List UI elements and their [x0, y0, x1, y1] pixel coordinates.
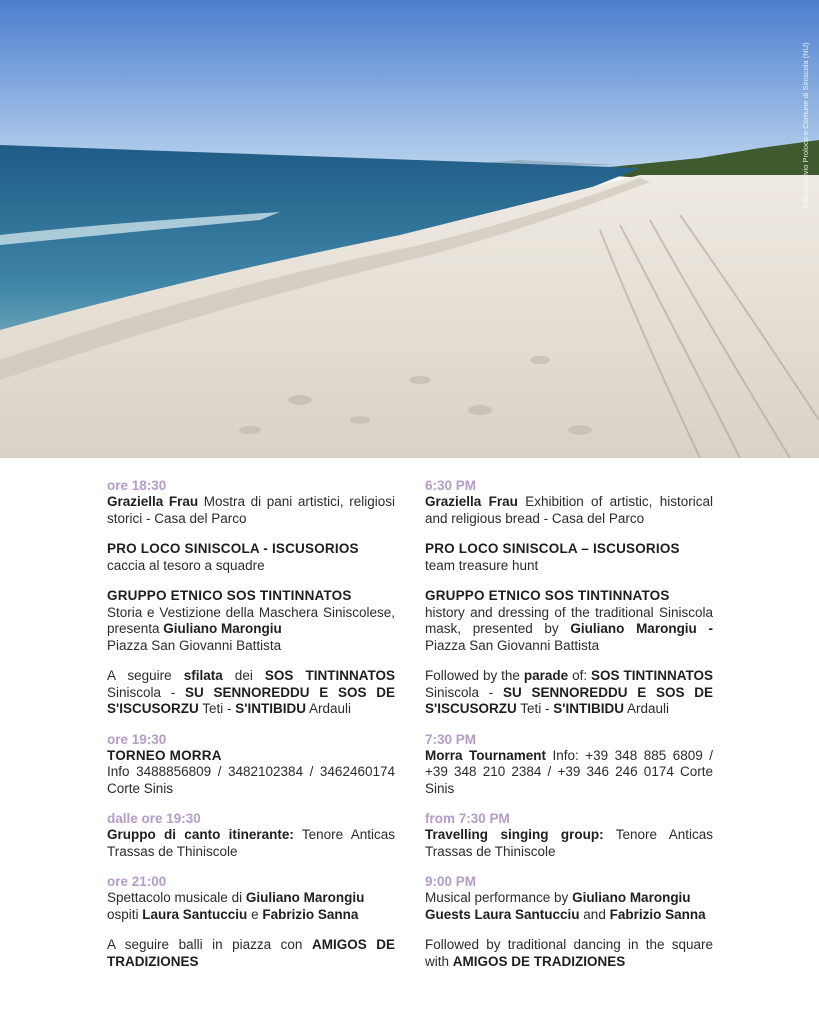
en-block-parade: [425, 668, 713, 718]
en-block-dancing: [425, 937, 713, 970]
text-fragment: Siniscola -: [107, 684, 185, 700]
text-bold: parade: [523, 668, 569, 683]
performer-name: Giuliano Marongiu: [245, 890, 365, 905]
event-description: caccia al tesoro a squadre: [107, 557, 265, 573]
text-fragment: Siniscola -: [425, 684, 503, 700]
text-fragment: and: [579, 906, 610, 922]
it-block-sfilata: [107, 668, 395, 718]
it-block-canto: [107, 811, 395, 860]
en-block-tintinnatos: [425, 588, 713, 654]
event-description: Storia e Vestizione della Maschera Siniscolese, presenta: [107, 604, 395, 636]
group-name: SU SENNOREDDU E SOS DE S'ISCUSORZU: [425, 684, 713, 716]
artist-name: Graziella Frau: [107, 494, 199, 509]
time-label: ore 21:00: [107, 874, 167, 889]
text-fragment: Ardauli: [305, 701, 351, 716]
event-description: history and dressing of the traditional Siniscola mask, presented by: [425, 604, 713, 636]
event-description: Tenore Anticas Trassas de Thiniscole: [107, 827, 395, 859]
text-fragment: A seguire: [107, 668, 184, 683]
text-fragment: ospiti: [107, 906, 143, 922]
event-heading: PRO LOCO SINISCOLA – ISCUSORIOS: [425, 541, 680, 556]
group-name: S'INTIBIDU: [235, 701, 306, 716]
group-name: AMIGOS DE TRADIZIONES: [452, 953, 626, 969]
event-description: Exhibition of artistic, historical and religious bread - Casa del Parco: [425, 494, 713, 526]
event-heading: GRUPPO ETNICO SOS TINTINNATOS: [425, 588, 670, 603]
event-description: team treasure hunt: [425, 557, 539, 573]
it-block-2100: [107, 874, 395, 923]
beach-photo: [0, 0, 819, 458]
group-name: AMIGOS DE TRADIZIONES: [107, 937, 395, 969]
performer-name: Giuliano Marongiu: [572, 890, 691, 905]
photo-credit: Foto Archivio Proloco e Comune di Siniscola (NU): [801, 42, 810, 208]
group-name: SU SENNOREDDU E SOS DE S'ISCUSORZU: [107, 684, 395, 716]
time-label: ore 19:30: [107, 731, 167, 747]
guest-name: Fabrizio Sanna: [609, 906, 706, 922]
event-description: A seguire balli in piazza con: [107, 937, 312, 952]
event-description: Musical performance by: [425, 890, 573, 905]
beach-illustration: [0, 0, 819, 458]
text-fragment: of:: [568, 668, 592, 683]
presenter-name: Giuliano Marongiu: [163, 621, 282, 636]
time-label: 7:30 PM: [425, 731, 477, 747]
italian-column: [107, 478, 395, 984]
text-fragment: Followed by the: [425, 668, 524, 683]
event-heading: TORNEO MORRA: [107, 747, 222, 763]
event-info: Info 3488856809 / 3482102384 / 3462460174 Corte Sinis: [107, 764, 395, 796]
it-block-balli: [107, 937, 395, 970]
english-column: [425, 478, 713, 984]
artist-name: Graziella Frau: [425, 494, 518, 509]
group-name: SOS TINTINNATOS: [591, 668, 713, 683]
event-description: Tenore Anticas Trassas de Thiniscole: [425, 827, 713, 859]
event-heading: Morra Tournament: [425, 747, 547, 763]
event-info: Info: +39 348 885 6809 / +39 348 210 2384 / +39 346 246 0174 Corte Sinis: [425, 747, 713, 796]
it-block-1930: [107, 732, 395, 798]
event-description: Followed by traditional dancing in the square with: [425, 937, 713, 969]
text-fragment: e: [247, 906, 263, 922]
event-location: Piazza San Giovanni Battista: [425, 637, 600, 653]
event-description: Mostra di pani artistici, religiosi storici - Casa del Parco: [107, 494, 395, 526]
en-block-730: [425, 732, 713, 798]
en-block-singing: [425, 811, 713, 860]
presenter-name: Giuliano Marongiu -: [570, 621, 713, 636]
time-label: ore 18:30: [107, 478, 167, 493]
text-fragment: Ardauli: [623, 701, 669, 716]
en-block-proloco: [425, 541, 713, 574]
event-heading: Gruppo di canto itinerante:: [107, 827, 294, 842]
event-location: Piazza San Giovanni Battista: [107, 637, 282, 653]
text-fragment: Teti -: [198, 701, 236, 716]
time-label: from 7:30 PM: [425, 811, 510, 826]
group-name: S'INTIBIDU: [553, 701, 624, 716]
event-description: Spettacolo musicale di: [107, 890, 246, 905]
time-label: 6:30 PM: [425, 478, 477, 493]
group-name: SOS TINTINNATOS: [264, 668, 395, 683]
text-fragment: Teti -: [516, 701, 554, 716]
time-label: 9:00 PM: [425, 874, 477, 889]
event-heading: Travelling singing group:: [425, 827, 604, 842]
it-block-tintinnatos: [107, 588, 395, 654]
guest-name: Laura Santucciu: [142, 906, 248, 922]
text-bold: sfilata: [183, 668, 223, 683]
it-block-proloco: [107, 541, 395, 574]
en-block-900: [425, 874, 713, 923]
en-block-630: [425, 478, 713, 527]
time-label: dalle ore 19:30: [107, 811, 201, 826]
event-heading: PRO LOCO SINISCOLA - ISCUSORIOS: [107, 541, 359, 556]
it-block-1830: [107, 478, 395, 527]
text-fragment: dei: [222, 668, 265, 683]
guest-name: Fabrizio Sanna: [262, 906, 359, 922]
guest-name: Guests Laura Santucciu: [425, 906, 580, 922]
event-heading: GRUPPO ETNICO SOS TINTINNATOS: [107, 588, 352, 603]
